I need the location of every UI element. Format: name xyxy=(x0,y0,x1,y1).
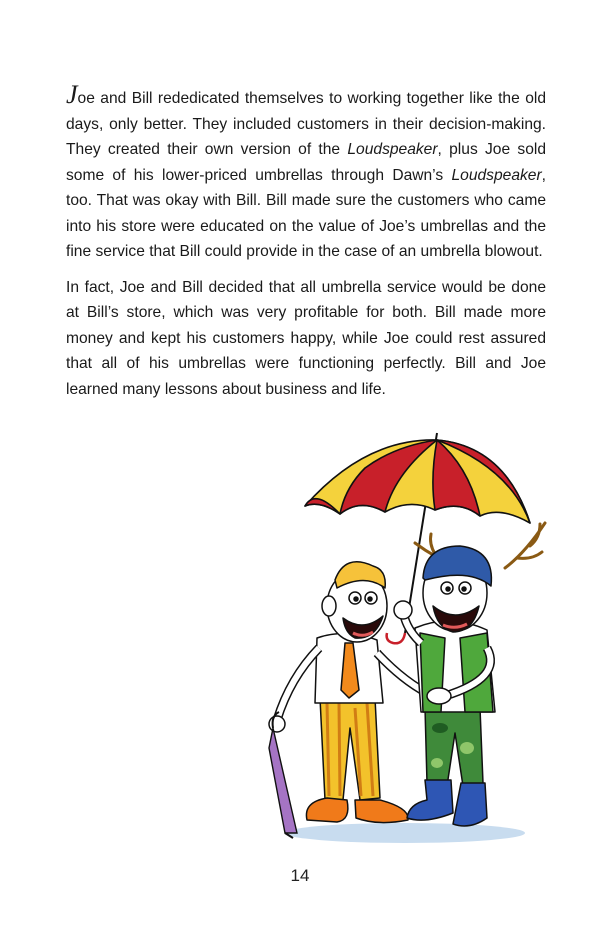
ground-shadow xyxy=(285,823,525,843)
text-run: , plus Joe sold some of his lower-priced umbrellas through Dawn’s xyxy=(66,141,547,184)
cartoon-illustration xyxy=(255,428,565,848)
text-run: , too. That was okay with Bill. Bill made sure the customers who came into his store were educated on the value of Joe’s umbrellas and the fine service that Bill could provide in the case of an umbrella blowout. xyxy=(66,166,546,260)
paragraph-1 xyxy=(66,80,547,265)
page-number: 14 xyxy=(290,866,310,885)
drop-cap: J xyxy=(66,80,78,109)
text-run: In fact, Joe and Bill decided that all umbrella service would be done at Bill’s store, which was very profitable for both. Bill made more money and kept his customers happy, while Joe could rest assured that all of his umbrellas were functioning perfectly. Bill and Joe learned many lessons about business and life. xyxy=(66,278,546,398)
body-text xyxy=(66,80,547,412)
paragraph-2 xyxy=(66,275,546,403)
bill-character xyxy=(269,562,433,823)
text-run: oe and Bill rededicated themselves to working together like the old days, only better. They included customers in their decision-making. They created their own version of the xyxy=(66,90,546,158)
text-run-italic: Loudspeaker xyxy=(347,141,438,158)
small-umbrella xyxy=(269,712,297,838)
text-run-italic: Loudspeaker xyxy=(451,166,542,184)
